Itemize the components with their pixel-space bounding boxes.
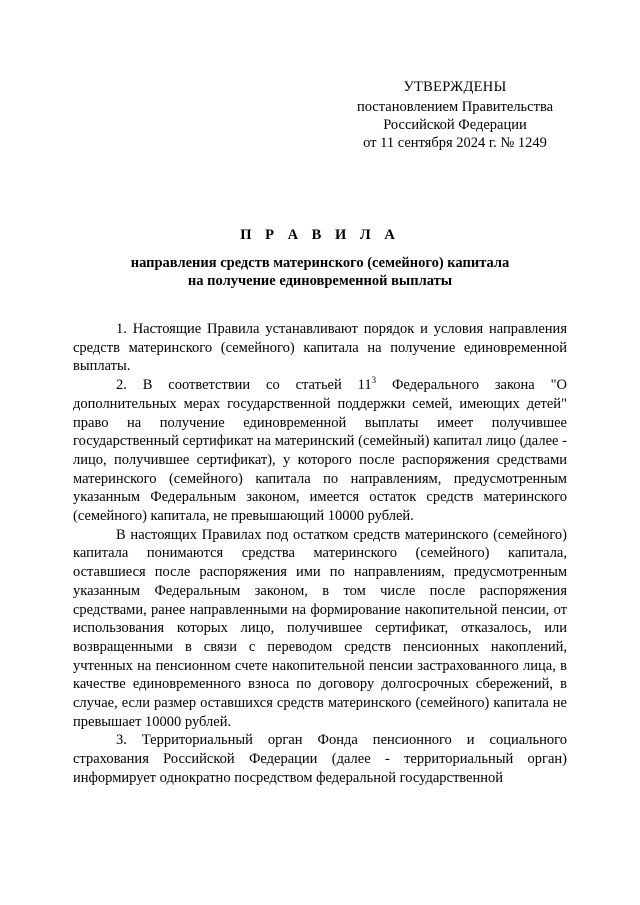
approval-line: постановлением Правительства [356, 99, 554, 115]
title-subtitle-line: направления средств материнского (семейного) капитала [130, 255, 510, 271]
paragraph-1: 1. Настоящие Правила устанавливают порядок и условия направления средств материнского (семейного) капитала на получение единовременной выплаты. [73, 321, 567, 375]
approval-heading: УТВЕРЖДЕНЫ [403, 79, 507, 95]
document-title [70, 226, 570, 290]
approval-stamp [330, 78, 580, 152]
paragraph-4: 3. Территориальный орган Фонда пенсионного и социального страхования Российской Федерации (далее - территориальный орган) информирует однократно посредством федеральной государственной [73, 732, 567, 786]
title-subtitle-line: на получение единовременной выплаты [187, 273, 453, 289]
paragraph-2 [73, 376, 567, 526]
approval-date-number: от 11 сентября 2024 г. № 1249 [363, 135, 547, 151]
document-body [73, 320, 567, 788]
approval-line: Российской Федерации [383, 117, 527, 133]
title-main: П Р А В И Л А [240, 227, 400, 243]
paragraph-2-rest: Федерального закона "О дополнительных мерах государственной поддержки семей, имеющих детей" право на получение единовременной выплаты имеет получившее государственный сертификат на материнский (семейный) капитал лицо (далее - лицо, получившее сертификат), у которого после распоряжения средствами материнского (семейного) капитала по направлениям, предусмотренным указанным Федеральным законом, имеется остаток средств материнского (семейного) капитала, не превышающий 10000 рублей. [73, 377, 567, 525]
paragraph-2-start: 2. В соответствии со статьей 11 [116, 377, 372, 394]
article-superscript: 3 [371, 375, 377, 386]
paragraph-3: В настоящих Правилах под остатком средств материнского (семейного) капитала понимаются средства материнского (семейного) капитала, оставшиеся после распоряжения ими по направлениям, предусмотренным указанным Федеральным законом, в том числе после распоряжения средствами, ранее направленными на формирование накопительной пенсии, от использования которых лицо, получившее сертификат, отказалось, или возвращенными в связи с переводом средств пенсионных накоплений, учтенных на пенсионном счете накопительной пенсии застрахованного лица, в качестве единовременного взноса по договору долгосрочных сбережений, в случае, если размер оставшихся средств материнского (семейного) капитала не превышает 10000 рублей. [73, 526, 567, 730]
